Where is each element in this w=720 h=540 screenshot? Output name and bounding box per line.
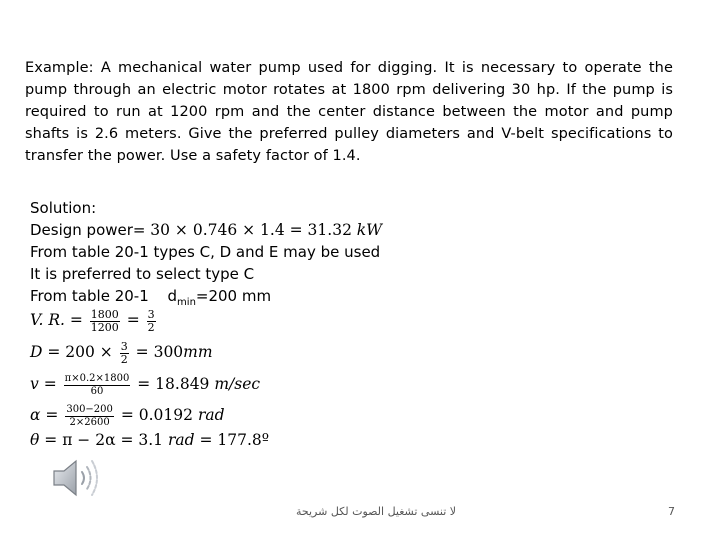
vr-fraction-2: [147, 309, 156, 334]
theta-deg: = 177.8º: [199, 431, 270, 449]
alpha-label: α: [30, 406, 41, 424]
dmin-label: d: [167, 287, 178, 305]
alpha-eq: =: [45, 406, 59, 424]
vr-den2: 2: [147, 320, 155, 334]
problem-statement: Example: A mechanical water pump used for digging. It is necessary to operate the pump through an electric motor rotates at 1800 rpm delivering 30 hp. If the pump is required to run at 1200 rpm and the center distance between the motor and pump shafts is 2.6 meters. Give the preferred pulley diameters and V-belt specifications to transfer the power. Use a safety factor of 1.4.: [25, 60, 673, 164]
v-eq: =: [43, 375, 57, 393]
vr-fraction: [90, 309, 120, 334]
theta-line: [30, 430, 269, 450]
velocity-line: [30, 368, 260, 400]
v-fraction: [64, 373, 131, 398]
d-num: 3: [120, 339, 128, 353]
table-line-prefix: From table 20-1: [30, 287, 149, 305]
dmin-value: =200 mm: [195, 287, 272, 305]
velocity-ratio-line: [30, 306, 158, 334]
v-den: 60: [90, 385, 104, 397]
d-den: 2: [120, 352, 128, 366]
preferred-line: It is preferred to select type C: [30, 265, 255, 283]
types-line: From table 20-1 types C, D and E may be used: [30, 243, 381, 261]
diameter-line: [30, 338, 213, 366]
solution-heading: Solution:: [30, 199, 97, 217]
alpha-line: [30, 400, 225, 430]
d-result: = 300: [135, 343, 184, 361]
d-label: D: [30, 343, 43, 361]
vr-den: 1200: [90, 320, 119, 334]
theta-expr: = π − 2α = 3.1: [44, 431, 164, 449]
dmin-sub: min: [177, 297, 196, 308]
v-label: v: [30, 375, 39, 393]
d-fraction: [120, 341, 129, 366]
vr-num: 1800: [90, 307, 119, 321]
v-num: π×0.2×1800: [64, 372, 130, 384]
v-result: = 18.849: [137, 375, 210, 393]
page-number: 7: [668, 505, 675, 518]
alpha-num: 300−200: [66, 403, 113, 415]
speaker-icon[interactable]: [50, 455, 106, 501]
solution-block: [30, 198, 390, 450]
d-unit: mm: [183, 343, 213, 361]
design-power-line: [30, 220, 382, 240]
v-unit: m/sec: [214, 375, 261, 393]
alpha-result: = 0.0192: [120, 406, 193, 424]
vr-num2: 3: [147, 307, 155, 321]
theta-label: θ: [30, 431, 40, 449]
footer-note: لا تنسى تشغيل الصوت لكل شريحة: [296, 505, 457, 518]
vr-label: V. R. =: [30, 311, 83, 329]
design-power-unit: kW: [356, 221, 383, 239]
design-power-label: Design power=: [30, 221, 146, 239]
alpha-den: 2×2600: [69, 416, 110, 428]
d-expr: = 200 ×: [47, 343, 113, 361]
alpha-fraction: [65, 404, 114, 429]
theta-unit: rad: [167, 431, 195, 449]
alpha-unit: rad: [197, 406, 225, 424]
vr-eq: =: [126, 311, 140, 329]
design-power-expr: 30 × 0.746 × 1.4 = 31.32: [150, 221, 352, 239]
